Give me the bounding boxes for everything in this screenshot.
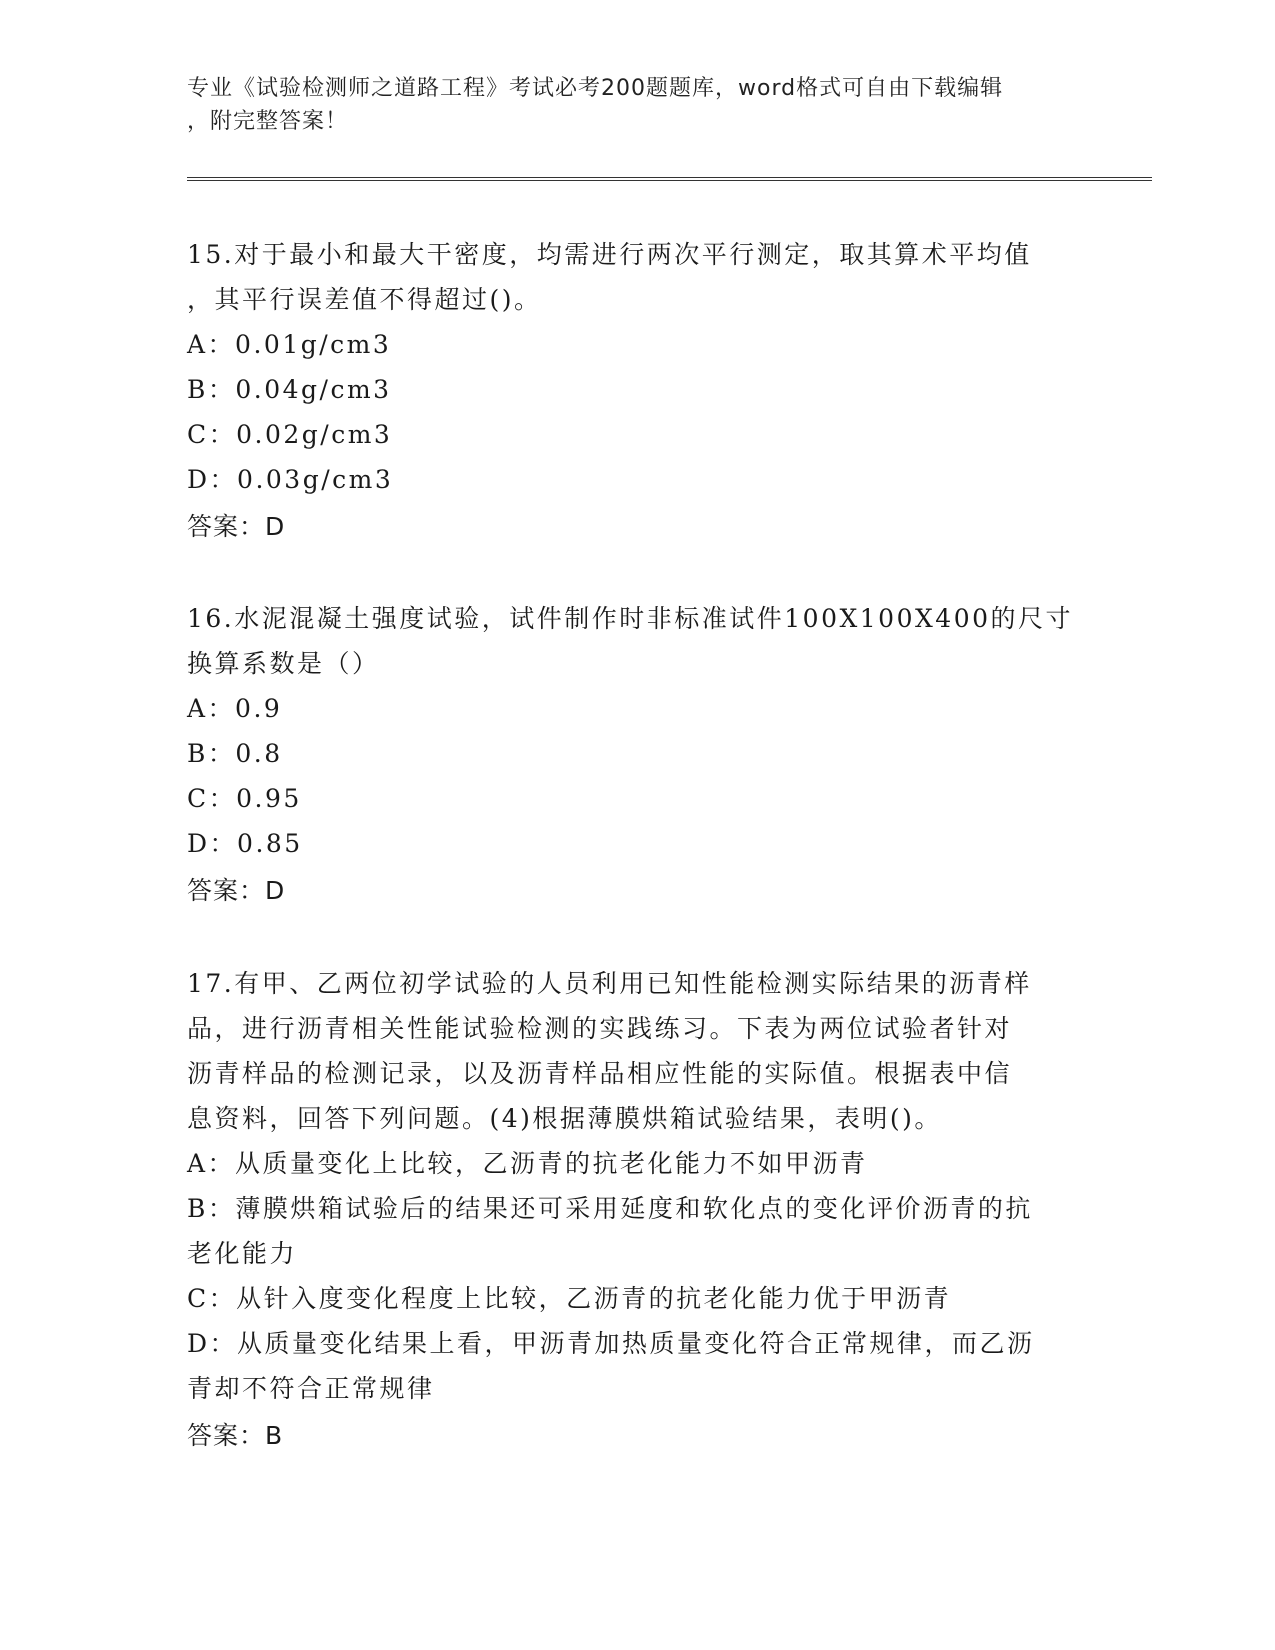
option-c: C：0.95 [187, 784, 302, 813]
question-stem-line: 换算系数是（） [187, 649, 380, 678]
answer-label: 答案：B [187, 1421, 284, 1450]
question-15 [187, 232, 1087, 549]
option-b-continued: 老化能力 [187, 1239, 298, 1268]
question-stem-line: 沥青样品的检测记录，以及沥青样品相应性能的实际值。根据表中信 [187, 1059, 1013, 1088]
option-c: C：从针入度变化程度上比较，乙沥青的抗老化能力优于甲沥青 [187, 1284, 952, 1313]
question-17 [187, 961, 1087, 1458]
option-c: C：0.02g/cm3 [187, 420, 393, 449]
option-a: A：从质量变化上比较，乙沥青的抗老化能力不如甲沥青 [187, 1149, 868, 1178]
question-stem-line: 17.有甲、乙两位初学试验的人员利用已知性能检测实际结果的沥青样 [187, 969, 1032, 998]
option-d: D：0.03g/cm3 [187, 465, 394, 494]
question-stem-line: ，其平行误差值不得超过()。 [187, 285, 542, 314]
option-b: B：0.8 [187, 739, 283, 768]
question-stem-line: 16.水泥混凝土强度试验，试件制作时非标准试件100X100X400的尺寸 [187, 604, 1074, 633]
question-stem-line: 品，进行沥青相关性能试验检测的实践练习。下表为两位试验者针对 [187, 1014, 1013, 1043]
question-stem-line: 息资料，回答下列问题。(4)根据薄膜烘箱试验结果，表明()。 [187, 1104, 942, 1133]
option-a: A：0.01g/cm3 [187, 330, 392, 359]
answer-label: 答案：D [187, 512, 286, 541]
header-double-rule [187, 177, 1152, 181]
option-d-continued: 青却不符合正常规律 [187, 1374, 435, 1403]
answer-label: 答案：D [187, 876, 286, 905]
document-header [187, 72, 1067, 138]
option-b: B：0.04g/cm3 [187, 375, 392, 404]
header-line-1: 专业《试验检测师之道路工程》考试必考200题题库，word格式可自由下载编辑 [187, 76, 1004, 101]
option-a: A：0.9 [187, 694, 283, 723]
question-16 [187, 596, 1087, 913]
question-stem-line: 15.对于最小和最大干密度，均需进行两次平行测定，取其算术平均值 [187, 240, 1032, 269]
option-d: D：0.85 [187, 829, 303, 858]
option-b: B：薄膜烘箱试验后的结果还可采用延度和软化点的变化评价沥青的抗 [187, 1194, 1033, 1223]
option-d: D：从质量变化结果上看，甲沥青加热质量变化符合正常规律，而乙沥 [187, 1329, 1035, 1358]
header-line-2: ，附完整答案！ [187, 109, 349, 134]
